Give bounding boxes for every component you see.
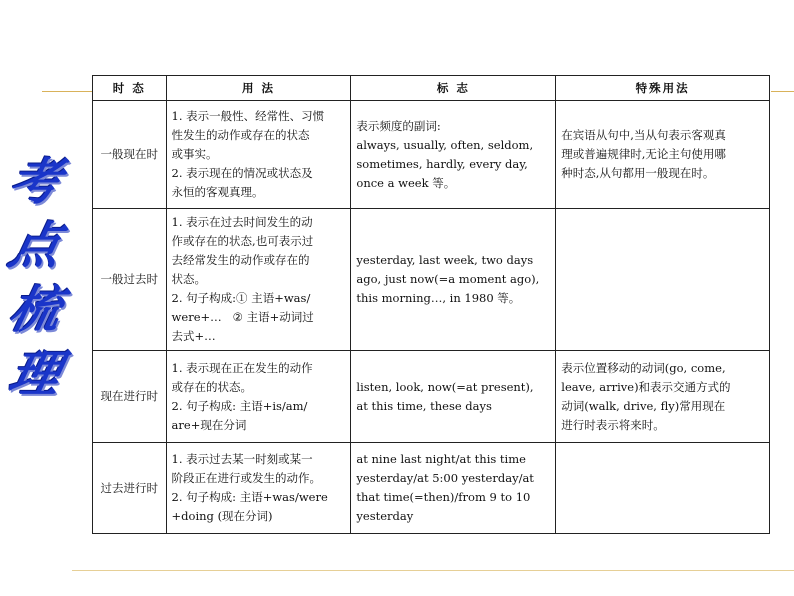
side-title-char: 点 xyxy=(3,216,67,275)
side-title xyxy=(5,150,65,406)
usage-cell xyxy=(166,101,351,209)
special-line: 动词(walk, drive, fly)常用现在 xyxy=(561,398,726,413)
special-line: 进行时表示将来时。 xyxy=(561,417,665,432)
table-row xyxy=(93,443,770,534)
header-usage: 用 法 xyxy=(166,76,351,101)
usage-line: 性发生的动作或存在的状态 xyxy=(171,128,310,142)
usage-line: 或存在的状态。 xyxy=(171,379,253,394)
tense-name: 现在进行时 xyxy=(93,351,167,443)
marker-line: that time(=then)/from 9 to 10 xyxy=(356,490,531,504)
special-line: 种时态,从句都用一般现在时。 xyxy=(561,166,715,180)
marker-line: sometimes, hardly, every day, xyxy=(356,156,528,171)
usage-line: 或事实。 xyxy=(171,147,218,161)
usage-line: 1. 表示现在正在发生的动作 xyxy=(171,360,313,375)
marker-line: yesterday xyxy=(356,509,414,523)
usage-line: were+… ② 主语+动词过 xyxy=(171,310,314,324)
marker-line: listen, look, now(=at present), xyxy=(356,379,534,394)
side-title-char: 考 xyxy=(3,152,67,211)
header-tense: 时 态 xyxy=(93,76,167,101)
tense-table xyxy=(92,75,770,534)
marker-line: once a week 等。 xyxy=(356,175,456,190)
special-cell xyxy=(556,351,770,443)
usage-line: 2. 句子构成: 主语+was/were xyxy=(171,490,328,504)
special-cell-empty xyxy=(556,209,770,351)
markers-cell xyxy=(351,351,556,443)
usage-line: 1. 表示一般性、经常性、习惯 xyxy=(171,109,325,123)
usage-line: 去式+… xyxy=(171,329,216,343)
special-cell xyxy=(556,101,770,209)
decorative-rule-right xyxy=(771,91,794,92)
usage-cell xyxy=(166,209,351,351)
marker-line: this morning…, in 1980 等。 xyxy=(356,291,521,305)
tense-name: 一般现在时 xyxy=(93,101,167,209)
usage-line: are+现在分词 xyxy=(171,417,247,432)
decorative-rule-bottom xyxy=(72,570,794,571)
usage-line: 2. 句子构成:① 主语+was/ xyxy=(171,291,311,305)
table-header-row xyxy=(93,76,770,101)
usage-cell xyxy=(166,443,351,534)
markers-cell xyxy=(351,209,556,351)
marker-line: ago, just now(=a moment ago), xyxy=(356,272,540,286)
decorative-rule-left xyxy=(42,91,92,92)
markers-cell xyxy=(351,101,556,209)
usage-line: 2. 句子构成: 主语+is/am/ xyxy=(171,398,308,413)
usage-line: 1. 表示在过去时间发生的动 xyxy=(171,215,313,229)
tense-name: 一般过去时 xyxy=(93,209,167,351)
usage-line: 状态。 xyxy=(171,272,207,286)
usage-line: 2. 表示现在的情况或状态及 xyxy=(171,166,313,180)
usage-line: 去经常发生的动作或存在的 xyxy=(171,253,310,267)
header-markers: 标 志 xyxy=(351,76,556,101)
tense-name: 过去进行时 xyxy=(93,443,167,534)
special-line: 在宾语从句中,当从句表示客观真 xyxy=(561,128,726,142)
markers-cell xyxy=(351,443,556,534)
special-cell-empty xyxy=(556,443,770,534)
table-row xyxy=(93,209,770,351)
side-title-char: 梳 xyxy=(3,280,67,339)
special-line: 表示位置移动的动词(go, come, xyxy=(561,360,726,375)
usage-cell xyxy=(166,351,351,443)
marker-line: yesterday/at 5:00 yesterday/at xyxy=(356,471,534,485)
usage-line: +doing (现在分词) xyxy=(171,509,273,523)
usage-line: 1. 表示过去某一时刻或某一 xyxy=(171,452,313,466)
marker-line: 表示频度的副词: xyxy=(356,118,441,133)
special-line: 理或普遍规律时,无论主句使用哪 xyxy=(561,147,726,161)
table-row xyxy=(93,101,770,209)
header-special: 特殊用法 xyxy=(556,76,770,101)
marker-line: yesterday, last week, two days xyxy=(356,253,534,267)
special-line: leave, arrive)和表示交通方式的 xyxy=(561,379,731,394)
marker-line: always, usually, often, seldom, xyxy=(356,137,534,152)
marker-line: at this time, these days xyxy=(356,398,492,413)
table-row xyxy=(93,351,770,443)
marker-line: at nine last night/at this time xyxy=(356,452,526,466)
usage-line: 作或存在的状态,也可表示过 xyxy=(171,234,314,248)
usage-line: 永恒的客观真理。 xyxy=(171,185,264,199)
side-title-char: 理 xyxy=(3,344,67,403)
usage-line: 阶段正在进行或发生的动作。 xyxy=(171,471,322,485)
